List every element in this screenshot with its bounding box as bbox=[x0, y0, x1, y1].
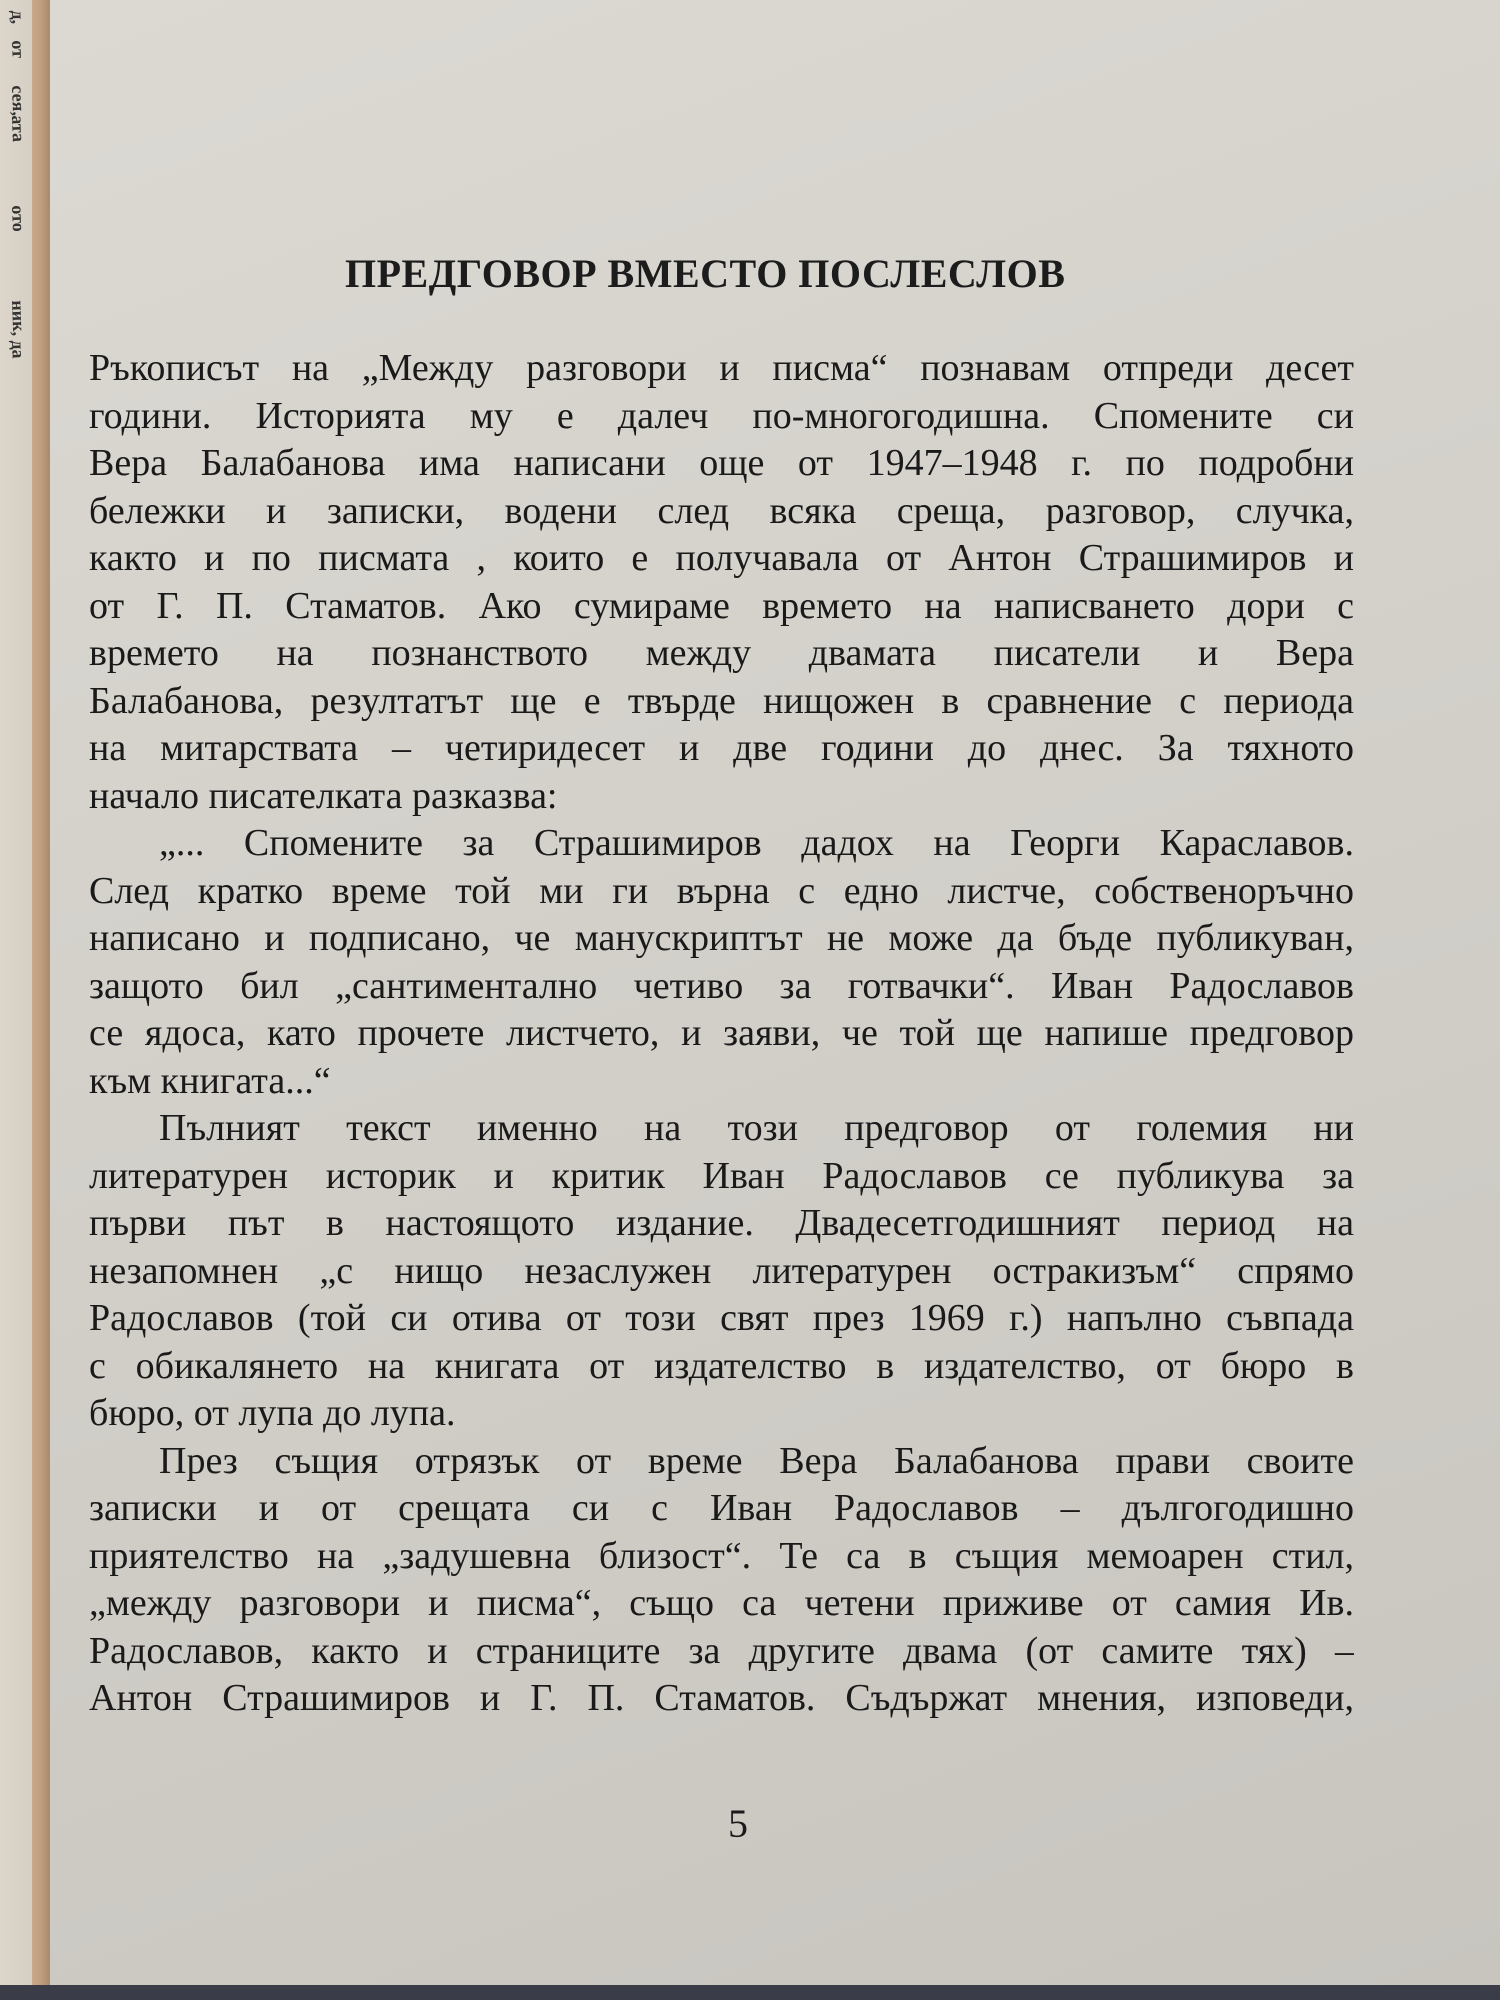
bottom-edge bbox=[0, 1985, 1500, 2000]
previous-page-text-fragment: сея, bbox=[8, 85, 30, 117]
previous-page-text-fragment: ник, bbox=[8, 300, 30, 337]
text-line: Радославов, както и страниците за другите двама (от самите тях) – bbox=[89, 1629, 1354, 1672]
text-line: записки и от срещата си с Иван Радославов – дългогодишно bbox=[89, 1487, 1354, 1529]
previous-page-text-fragment: ата bbox=[8, 115, 29, 143]
text-line: Радославов (той си отива от този свят през 1969 г.) напълно съвпада bbox=[89, 1297, 1354, 1339]
text-line: През същия отрязък от време Вера Балабанова прави своите bbox=[159, 1439, 1354, 1482]
text-line: написано и подписано, че манускриптът не може да бъде публикуван, bbox=[89, 917, 1354, 959]
text-line: към книгата...“ bbox=[89, 1059, 331, 1102]
text-line: бележки и записки, водени след всяка среща, разговор, случка, bbox=[89, 489, 1354, 532]
text-line: първи път в настоящото издание. Двадесетгодишният период на bbox=[89, 1202, 1354, 1244]
text-line: времето на познанството между двамата писатели и Вера bbox=[89, 632, 1354, 674]
text-line: начало писателката разказва: bbox=[89, 774, 558, 817]
text-line: защото бил „сантиментално четиво за готвачки“. Иван Радославов bbox=[89, 964, 1354, 1007]
text-line: литературен историк и критик Иван Радославов се публикува за bbox=[89, 1154, 1354, 1197]
text-line: „... Спомените за Страшимиров дадох на Георги Караславов. bbox=[159, 822, 1354, 864]
chapter-title: ПРЕДГОВОР ВМЕСТО ПОСЛЕСЛОВ bbox=[345, 251, 1066, 296]
text-line: както и по писмата , които е получавала от Антон Страшимиров и bbox=[89, 537, 1354, 579]
text-line: Вера Балабанова има написани още от 1947–1948 г. по подробни bbox=[89, 442, 1354, 484]
text-line: се ядоса, като прочете листчето, и заяви, че той ще напише предговор bbox=[89, 1012, 1354, 1054]
text-line: бюро, от лупа до лупа. bbox=[89, 1392, 456, 1434]
previous-page-text-fragment: д, bbox=[8, 10, 29, 25]
text-line: Антон Страшимиров и Г. П. Стаматов. Съдържат мнения, изповеди, bbox=[89, 1677, 1354, 1719]
text-line: Пълният текст именно на този предговор от големия ни bbox=[159, 1107, 1354, 1149]
text-line: Ръкописът на „Между разговори и писма“ познавам отпреди десет bbox=[89, 347, 1354, 389]
paragraph bbox=[89, 345, 1354, 820]
text-line: на митарствата – четиридесет и две години до днес. За тяхното bbox=[89, 727, 1354, 769]
book-gutter bbox=[32, 0, 50, 2000]
previous-page-text-fragment: да bbox=[8, 340, 29, 359]
paragraph bbox=[89, 1105, 1354, 1438]
text-line: години. Историята му е далеч по-многогодишна. Спомените си bbox=[89, 394, 1354, 437]
text-line: Балабанова, резултатът ще е твърде нищожен в сравнение с периода bbox=[89, 679, 1354, 722]
text-line: След кратко време той ми ги върна с едно листче, собственоръчно bbox=[89, 869, 1354, 912]
text-line: „между разговори и писма“, също са четени приживе от самия Ив. bbox=[89, 1582, 1354, 1624]
body-text bbox=[89, 345, 1354, 1723]
paragraph bbox=[89, 1438, 1354, 1723]
previous-page-text-fragment: ото bbox=[8, 205, 29, 233]
text-line: от Г. П. Стаматов. Ако сумираме времето на написването дори с bbox=[89, 584, 1354, 627]
previous-page-text-fragment: от bbox=[8, 40, 29, 59]
text-line: незапомнен „с нищо незаслужен литературен остракизъм“ спрямо bbox=[89, 1249, 1354, 1292]
page-number: 5 bbox=[728, 1801, 748, 1846]
text-line: приятелство на „задушевна близост“. Те са в същия мемоарен стил, bbox=[89, 1534, 1354, 1577]
text-line: с обикалянето на книгата от издателство в издателство, от бюро в bbox=[89, 1344, 1354, 1387]
previous-page-edge bbox=[0, 0, 32, 2000]
paragraph bbox=[89, 820, 1354, 1105]
